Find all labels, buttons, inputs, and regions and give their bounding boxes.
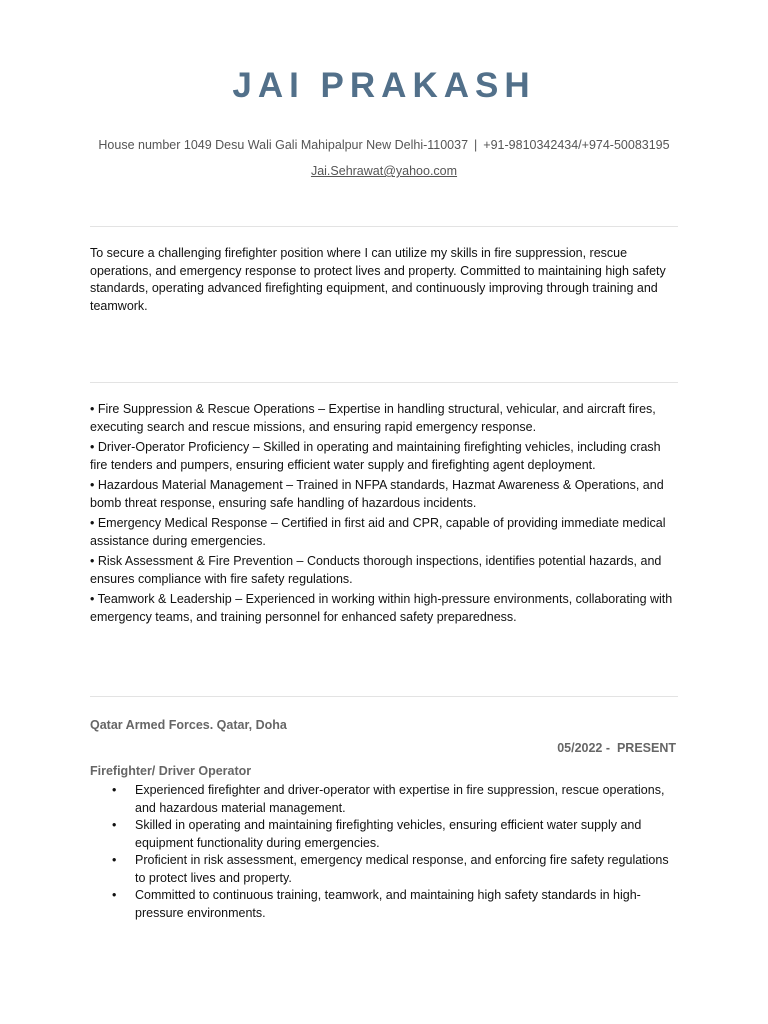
contact-line: [80, 138, 688, 152]
bullet-icon: •: [112, 818, 117, 832]
candidate-name: JAI PRAKASH: [232, 66, 536, 105]
duty-text: Committed to continuous training, teamwork, and maintaining high safety standards in high-pressure environments.: [135, 888, 641, 920]
skills-list: [90, 401, 678, 629]
bullet-icon: •: [112, 888, 117, 902]
skill-item: • Hazardous Material Management – Trained in NFPA standards, Hazmat Awareness & Operations, and bomb threat response, ensuring safe handling of hazardous incidents.: [90, 478, 664, 510]
section-divider: [90, 382, 678, 383]
duty-item: [90, 887, 678, 922]
duty-item: [90, 852, 678, 887]
skill-item: • Fire Suppression & Rescue Operations – Expertise in handling structural, vehicular, and aircraft fires, executing search and rescue missions, and ensuring rapid emergency response.: [90, 402, 656, 434]
skill-item: • Emergency Medical Response – Certified in first aid and CPR, capable of providing immediate medical assistance during emergencies.: [90, 516, 666, 548]
section-divider: [90, 226, 678, 227]
duty-text: Skilled in operating and maintaining firefighting vehicles, ensuring efficient water supply and equipment functionality during emergencies.: [135, 818, 642, 850]
bullet-icon: •: [112, 853, 117, 867]
email-line: [90, 164, 678, 178]
skill-item: • Driver-Operator Proficiency – Skilled in operating and maintaining firefighting vehicles, including crash fire tenders and pumpers, ensuring efficient water supply and firefighting agent deployment.: [90, 440, 661, 472]
bullet-icon: •: [112, 783, 117, 797]
employment-dates: 05/2022 - PRESENT: [557, 741, 676, 755]
phone-number: +91-9810342434/+974-50083195: [483, 138, 670, 152]
job-title: Firefighter/ Driver Operator: [90, 764, 252, 778]
duty-text: Experienced firefighter and driver-operator with expertise in fire suppression, rescue operations, and hazardous material management.: [135, 783, 665, 815]
objective-summary: To secure a challenging firefighter position where I can utilize my skills in fire suppression, rescue operations, and emergency response to protect lives and property. Committed to maintaining high safety standards, operating advanced firefighting equipment, and continuously improving through training and teamwork.: [90, 246, 666, 314]
email-link[interactable]: Jai.Sehrawat@yahoo.com: [310, 164, 458, 178]
duty-item: [90, 817, 678, 852]
employer-name: Qatar Armed Forces. Qatar, Doha: [90, 718, 287, 732]
duty-item: [90, 782, 678, 817]
section-divider: [90, 696, 678, 697]
duties-list: [90, 782, 678, 922]
contact-separator: |: [474, 138, 478, 152]
skill-item: • Teamwork & Leadership – Experienced in working within high-pressure environments, collaborating with emergency teams, and training personnel for enhanced safety preparedness.: [90, 592, 673, 624]
address: House number 1049 Desu Wali Gali Mahipalpur New Delhi-110037: [98, 138, 469, 152]
duty-text: Proficient in risk assessment, emergency medical response, and enforcing fire safety regulations to protect lives and property.: [135, 853, 669, 885]
skill-item: • Risk Assessment & Fire Prevention – Conducts thorough inspections, identifies potential hazards, and ensures compliance with fire safety regulations.: [90, 554, 662, 586]
